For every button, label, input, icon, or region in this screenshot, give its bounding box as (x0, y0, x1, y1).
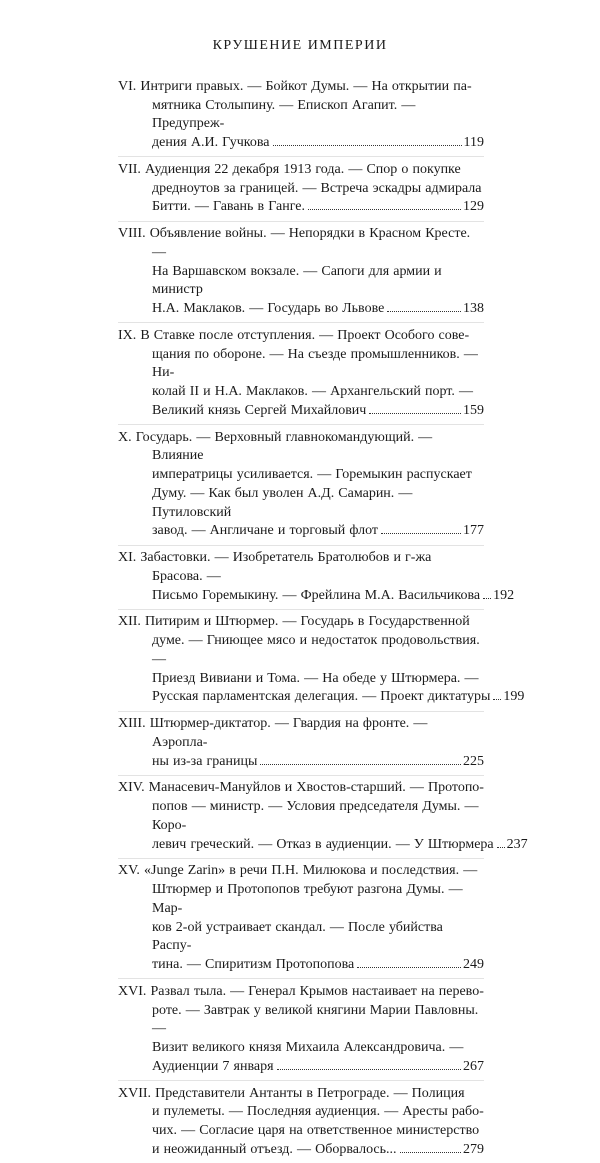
entry-separator (118, 858, 484, 859)
toc-entry-last-line (152, 836, 528, 855)
toc-entry-line: XIV. Манасевич-Мануйлов и Хвостов-старший. — Протопо- (118, 780, 484, 796)
toc-entry-last-text: Н.А. Маклаков. — Государь во Львове (152, 301, 385, 317)
toc-entry-last-text: и неожиданный отъезд. — Оборвалось... (152, 1141, 397, 1157)
toc-entry-line: дредноутов за границей. — Встреча эскадры адмирала (152, 180, 482, 196)
toc-entry (118, 161, 484, 217)
toc-entry-line: На Варшавском вокзале. — Сапоги для армии и министр (152, 263, 442, 298)
toc-entry-line: X. Государь. — Верховный главнокомандующий. — Влияние (118, 429, 433, 464)
toc-entry-last-text: Аудиенции 7 января (152, 1058, 274, 1074)
toc-entry-last-text: Великий князь Сергей Михайлович (152, 402, 367, 418)
toc-entry-line: мятника Столыпину. — Епископ Агапит. — Предупреж- (152, 97, 416, 132)
toc-entry-line: XI. Забастовки. — Изобретатель Братолюбов и г-жа Брасова. — (118, 550, 432, 584)
toc-entry-last-text: дения А.И. Гучкова (152, 135, 270, 151)
dot-leader (400, 1152, 461, 1153)
page-number: 192 (493, 587, 515, 603)
toc-entry-line: VIII. Объявление войны. — Непорядки в Красном Кресте. — (118, 226, 471, 260)
table-of-contents (118, 78, 528, 1163)
toc-entry-last-text: завод. — Англичане и торговый флот (152, 523, 379, 539)
toc-entry (118, 613, 525, 707)
toc-entry-last-line (152, 402, 484, 421)
toc-entry-line: Визит великого князя Михаила Александровича. — (152, 1039, 464, 1055)
dot-leader (273, 145, 462, 146)
toc-entry (118, 862, 484, 974)
toc-entry (118, 983, 484, 1077)
toc-entry-line: роте. — Завтрак у великой княгини Марии Павловны. — (152, 1002, 479, 1037)
page-number: 129 (463, 199, 484, 215)
toc-entry-last-text: ны из-за границы (152, 753, 258, 769)
dot-leader (260, 764, 461, 765)
toc-entry (118, 225, 484, 319)
entry-separator (118, 711, 484, 712)
page-number: 199 (503, 689, 525, 705)
toc-entry-line: XIII. Штюрмер-диктатор. — Гвардия на фронте. — Аэропла- (118, 716, 428, 750)
toc-entry-last-line (152, 688, 525, 707)
dot-leader (369, 413, 461, 414)
toc-entry-line: XV. «Junge Zarin» в речи П.Н. Милюкова и последствия. — (118, 863, 478, 879)
entry-separator (118, 1080, 484, 1081)
toc-entry (118, 429, 484, 541)
page-number: 279 (463, 1141, 484, 1157)
toc-entry-line: Штюрмер и Протопопов требуют разгона Думы. — Мар- (152, 882, 463, 916)
entry-separator (118, 424, 484, 425)
toc-entry-last-line (152, 753, 484, 772)
entry-separator (118, 221, 484, 222)
toc-entry-last-line (152, 1058, 484, 1077)
entry-separator (118, 322, 484, 323)
page-number: 119 (463, 135, 484, 151)
toc-entry-line: колай II и Н.А. Маклаков. — Архангельский порт. — (152, 384, 473, 400)
toc-entry-line: VI. Интриги правых. — Бойкот Думы. — На открытии па- (118, 79, 472, 94)
toc-entry (118, 715, 484, 771)
toc-entry (118, 549, 515, 605)
page-number: 267 (463, 1058, 484, 1074)
entry-separator (118, 978, 484, 979)
toc-entry (118, 78, 484, 153)
toc-entry-line: императрицы усиливается. — Горемыкин распускает (152, 467, 472, 483)
entry-separator (118, 609, 484, 610)
toc-entry-line: VII. Аудиенция 22 декабря 1913 года. — Спор о покупке (118, 162, 461, 177)
entry-separator (118, 545, 484, 546)
toc-entry-last-line (152, 956, 484, 975)
toc-entry-line: XVII. Представители Антанты в Петрограде. — Полиция (118, 1085, 465, 1101)
toc-entry-last-text: Битти. — Гавань в Ганге. (152, 199, 305, 215)
dot-leader (308, 209, 461, 210)
toc-entry-line: ков 2-ой устраивает скандал. — После убийства Распу- (152, 919, 443, 954)
toc-entry-line: думе. — Гниющее мясо и недостаток продовольствия. — (152, 633, 480, 667)
toc-entry-last-line (152, 300, 484, 319)
dot-leader (387, 311, 461, 312)
toc-entry-line: попов — министр. — Условия председателя Думы. — Коро- (152, 799, 479, 833)
toc-entry (118, 779, 528, 854)
page-number: 177 (463, 523, 484, 539)
toc-entry (118, 327, 484, 421)
dot-leader (277, 1069, 461, 1070)
toc-entry-last-text: левич греческий. — Отказ в аудиенции. — У Штюрмера (152, 836, 494, 852)
page-number: 249 (463, 956, 484, 972)
dot-leader (497, 847, 505, 848)
dot-leader (493, 699, 501, 700)
toc-entry-last-line (152, 522, 484, 541)
toc-entry-line: Думу. — Как был уволен А.Д. Самарин. — Путиловский (152, 485, 413, 520)
entry-separator (118, 156, 484, 157)
toc-entry-line: XII. Питирим и Штюрмер. — Государь в Государственной (118, 614, 470, 630)
toc-entry-last-line (152, 134, 484, 153)
toc-entry (118, 1085, 484, 1160)
dot-leader (357, 967, 461, 968)
page-number: 138 (463, 301, 484, 317)
page-number: 159 (463, 402, 484, 418)
toc-entry-last-text: Письмо Горемыкину. — Фрейлина М.А. Васильчикова (152, 587, 481, 603)
toc-entry-line: Приезд Вивиани и Тома. — На обеде у Штюрмера. — (152, 670, 479, 686)
page-number: 225 (463, 753, 484, 769)
dot-leader (381, 533, 461, 534)
toc-entry-last-line (152, 1141, 484, 1160)
toc-entry-line: и пулеметы. — Последняя аудиенция. — Аресты рабо- (152, 1104, 484, 1120)
toc-entry-line: чих. — Согласие царя на ответственное министерство (152, 1122, 480, 1138)
page-number: 237 (506, 836, 528, 852)
toc-entry-last-line (152, 587, 515, 606)
toc-entry-last-text: Русская парламентская делегация. — Проект диктатуры (152, 689, 491, 705)
running-head: КРУШЕНИЕ ИМПЕРИИ (212, 38, 388, 53)
toc-entry-last-line (152, 198, 484, 217)
entry-separator (118, 775, 484, 776)
toc-entry-line: XVI. Развал тыла. — Генерал Крымов настаивает на перево- (118, 983, 484, 999)
toc-entry-line: щания по обороне. — На съезде промышленников. — Ни- (152, 346, 478, 381)
toc-entry-last-text: тина. — Спиритизм Протопопова (152, 956, 355, 972)
toc-entry-line: IX. В Ставке после отступления. — Проект Особого сове- (118, 328, 470, 343)
dot-leader (483, 598, 491, 599)
